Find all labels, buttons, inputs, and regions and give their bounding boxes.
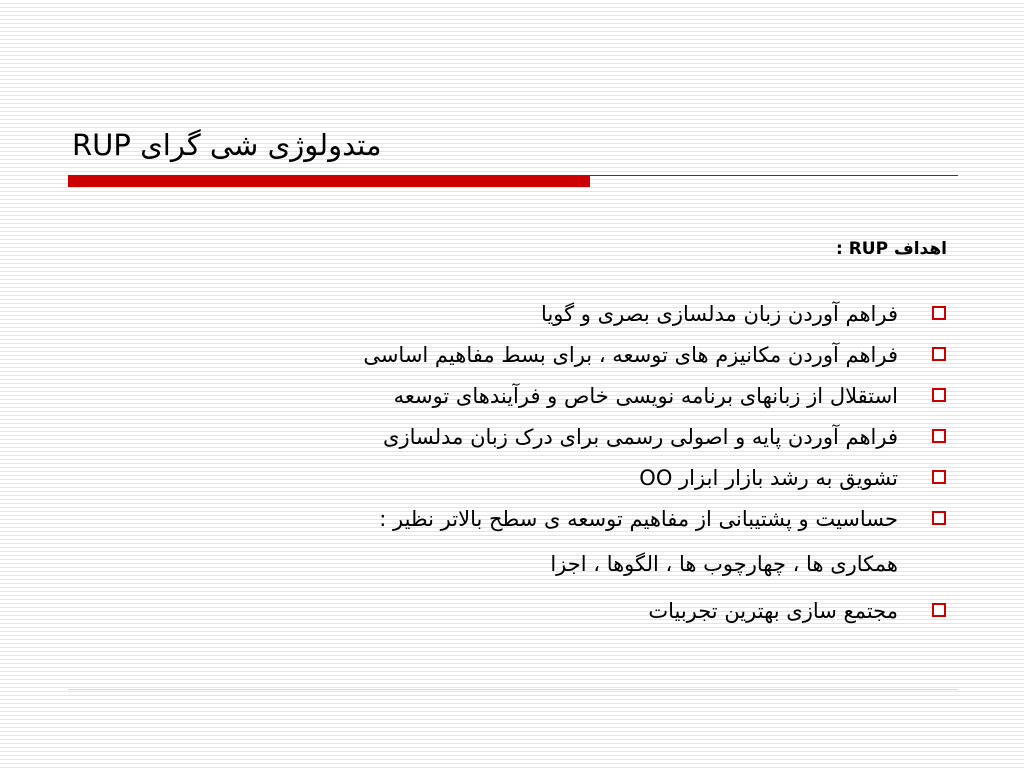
bullet-item <box>156 294 946 335</box>
bullet-text-continuation: همکاری ها ، چهارچوب ها ، الگوها ، اجزا <box>550 552 898 576</box>
bullet-text: استقلال از زبانهای برنامه نویسی خاص و فرآیندهای توسعه <box>393 384 898 408</box>
bullet-item <box>156 376 946 417</box>
hollow-square-bullet-icon <box>932 388 946 402</box>
title-underline <box>68 175 958 189</box>
hollow-square-bullet-icon <box>932 603 946 617</box>
title-underline-thick-bar <box>68 175 590 187</box>
slide-title: متدولوژی شی گرای RUP <box>72 128 382 162</box>
bullet-item <box>156 417 946 458</box>
bullet-item <box>156 335 946 376</box>
bullet-item <box>156 499 946 585</box>
hollow-square-bullet-icon <box>932 470 946 484</box>
hollow-square-bullet-icon <box>932 306 946 320</box>
footer-divider <box>68 689 958 690</box>
bullet-list <box>156 294 946 632</box>
bullet-text: فراهم آوردن زبان مدلسازی بصری و گویا <box>541 302 898 326</box>
bullet-text: حساسیت و پشتیبانی از مفاهیم توسعه ی سطح بالاتر نظیر : <box>379 507 898 531</box>
bullet-text: مجتمع سازی بهترین تجربیات <box>648 599 898 623</box>
section-heading: اهداف RUP : <box>835 239 947 259</box>
hollow-square-bullet-icon <box>932 429 946 443</box>
title-underline-thin-line <box>590 175 958 176</box>
bullet-text: فراهم آوردن پایه و اصولی رسمی برای درک زبان مدلسازی <box>383 425 898 449</box>
hollow-square-bullet-icon <box>932 347 946 361</box>
bullet-item <box>156 458 946 499</box>
hollow-square-bullet-icon <box>932 511 946 525</box>
bullet-item <box>156 591 946 632</box>
bullet-text: تشویق به رشد بازار ابزار OO <box>639 466 898 490</box>
bullet-text: فراهم آوردن مکانیزم های توسعه ، برای بسط مفاهیم اساسی <box>363 343 898 367</box>
